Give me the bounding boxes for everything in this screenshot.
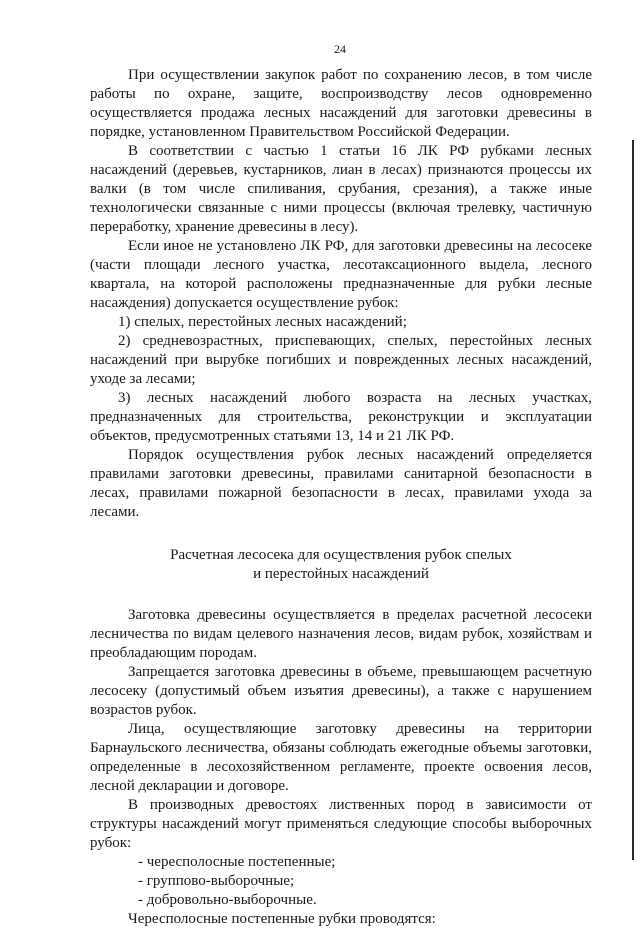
paragraph: Лица, осуществляющие заготовку древесины на территории Барнаульского лесничества, обязаны соблюдать ежегодные объемы заготовки, определенные в лесохозяйственном регламенте, проекте освоения лесов, лесной декларации и договоре. (90, 721, 592, 794)
paragraph: Чересполосные постепенные рубки проводятся: (128, 911, 436, 927)
document-body (90, 66, 592, 929)
section-heading-line: и перестойных насаждений (253, 566, 429, 582)
paragraph: При осуществлении закупок работ по сохранению лесов, в том числе работы по охране, защите, воспроизводству лесов одновременно осуществляется продажа лесных насаждений для заготовки древесины в порядке, установленном Правительством Российской Федерации. (90, 67, 592, 140)
page-number: 24 (334, 42, 346, 56)
list-item: 2) средневозрастных, приспевающих, спелых, перестойных лесных насаждений при вырубке погибших и поврежденных лесных насаждений, уходе за лесами; (90, 333, 592, 387)
list-item: 3) лесных насаждений любого возраста на лесных участках, предназначенных для строительства, реконструкции и эксплуатации объектов, предусмотренных статьями 13, 14 и 21 ЛК РФ. (90, 390, 592, 444)
list-item: - чересполосные постепенные; (138, 854, 336, 870)
paragraph: В производных древостоях лиственных пород в зависимости от структуры насаждений могут применяться следующие способы выборочных рубок: (90, 797, 592, 851)
paragraph: В соответствии с частью 1 статьи 16 ЛК РФ рубками лесных насаждений (деревьев, кустарников, лиан в лесах) признаются процессы их валки (в том числе спиливания, срубания, срезания), а также иные технологически связанные с ними процессы (включая трелевку, частичную переработку, хранение древесины в лесу). (90, 143, 592, 235)
paragraph: Заготовка древесины осуществляется в пределах расчетной лесосеки лесничества по видам целевого назначения лесов, видам рубок, хозяйствам и преобладающим породам. (90, 607, 592, 661)
scan-edge-line (632, 140, 634, 860)
list-item: - добровольно-выборочные. (138, 892, 317, 908)
paragraph: Запрещается заготовка древесины в объеме, превышающем расчетную лесосеку (допустимый объем изъятия древесины), а также с нарушением возрастов рубок. (90, 664, 592, 718)
section-heading (90, 546, 592, 584)
list-item: 1) спелых, перестойных лесных насаждений; (118, 314, 407, 330)
section-heading-line: Расчетная лесосека для осуществления рубок спелых (170, 547, 512, 563)
list-item: - группово-выборочные; (138, 873, 295, 889)
paragraph: Если иное не установлено ЛК РФ, для заготовки древесины на лесосеке (части площади лесного участка, лесотаксационного выдела, лесного квартала, на которой расположены предназначенные для рубки лесные насаждения) допускается осуществление рубок: (90, 238, 592, 311)
paragraph: Порядок осуществления рубок лесных насаждений определяется правилами заготовки древесины, правилами санитарной безопасности в лесах, правилами пожарной безопасности в лесах, правилами ухода за лесами. (90, 447, 592, 520)
